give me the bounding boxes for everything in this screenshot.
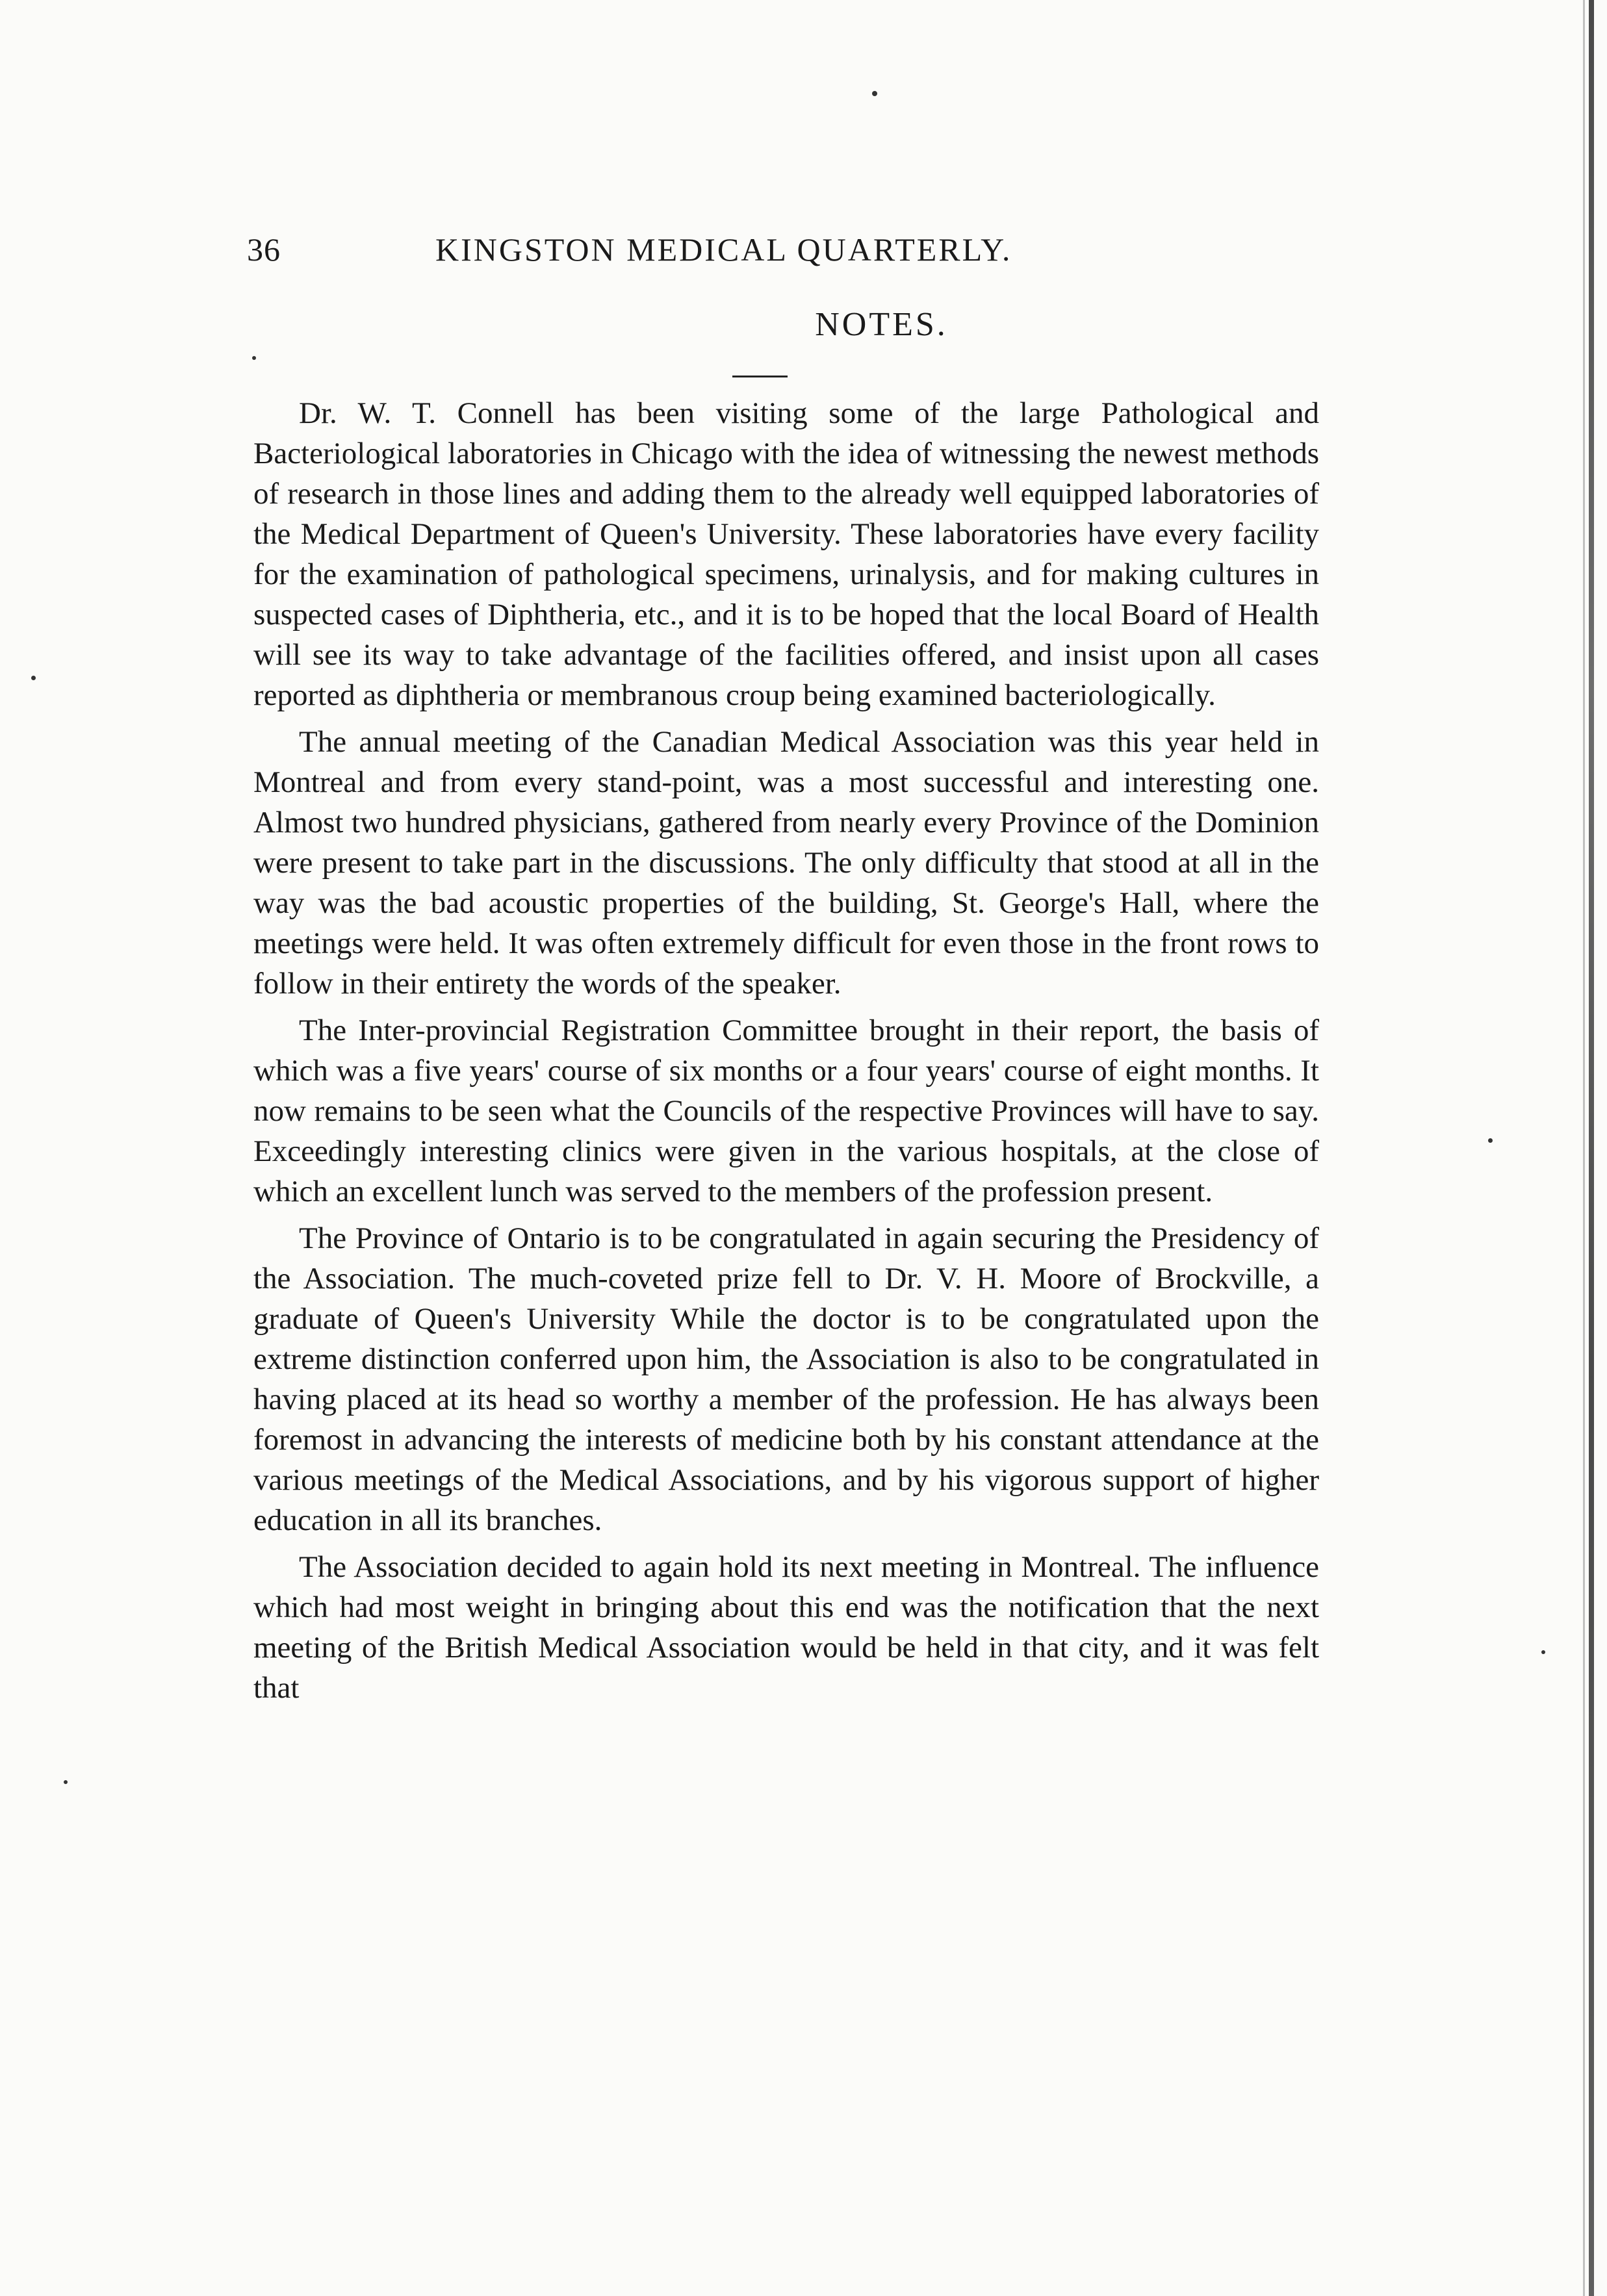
section-title: NOTES.: [815, 306, 948, 343]
scan-speck: [1541, 1650, 1545, 1654]
scan-speck: [872, 91, 877, 96]
scan-speck: [252, 356, 256, 360]
paragraph-annual-meeting: The annual meeting of the Canadian Medical Association was this year held in Montreal and from every stand-point, was a most successful and interesting one. Almost two hundred physicians, gathered from nearly every Province of the Dominion were present to take part in the discussions. The only difficulty that stood at all in the way was the bad acoustic properties of the building, St. George's Hall, where the meetings were held. It was often extremely difficult for even those in the front rows to follow in their entirety the words of the speaker.: [253, 725, 1319, 1001]
paragraph-next-meeting: The Association decided to again hold its next meeting in Montreal. The influence which had most weight in bringing about this end was the notification that the next meeting of the British Medical Association would be held in that city, and it was felt that: [253, 1550, 1319, 1705]
article-body: [253, 393, 1319, 1708]
paragraph-connell-laboratories: Dr. W. T. Connell has been visiting some of the large Pathological and Bacteriological laboratories in Chicago with the idea of witnessing the newest methods of research in those lines and adding them to the already well equipped laboratories of the Medical Department of Queen's University. These laboratories have every facility for the examination of pathological specimens, urinalysis, and for making cultures in suspected cases of Diphtheria, etc., and it is to be hoped that the local Board of Health will see its way to take advantage of the facilities offered, and insist upon all cases reported as diphtheria or membranous croup being examined bacteriologically.: [253, 396, 1319, 712]
running-head: [240, 231, 1326, 276]
scan-speck: [31, 676, 36, 680]
title-rule: [732, 376, 788, 377]
page-number: 36: [247, 231, 281, 268]
paragraph-presidency: The Province of Ontario is to be congratulated in again securing the Presidency of the Association. The much-coveted prize fell to Dr. V. H. Moore of Brockville, a graduate of Queen's University While the doctor is to be congratulated upon the extreme distinction conferred upon him, the Association is also to be congratulated in having placed at its head so worthy a member of the profession. He has always been foremost in advancing the interests of medicine both by his constant attendance at the various meetings of the Medical Associations, and by his vigorous support of higher education in all its branches.: [253, 1221, 1319, 1537]
journal-title: KINGSTON MEDICAL QUARTERLY.: [435, 231, 1012, 268]
page-edge-shadow: [1583, 0, 1585, 2296]
scan-speck: [64, 1780, 68, 1784]
scan-speck: [1488, 1138, 1493, 1143]
page-binding-edge: [1589, 0, 1594, 2296]
paragraph-registration-committee: The Inter-provincial Registration Committee brought in their report, the basis of which was a five years' course of six months or a four years' course of eight months. It now remains to be seen what the Councils of the respective Provinces will have to say. Exceedingly interesting clinics were given in the various hospitals, at the close of which an excellent lunch was served to the members of the profession present.: [253, 1014, 1319, 1208]
